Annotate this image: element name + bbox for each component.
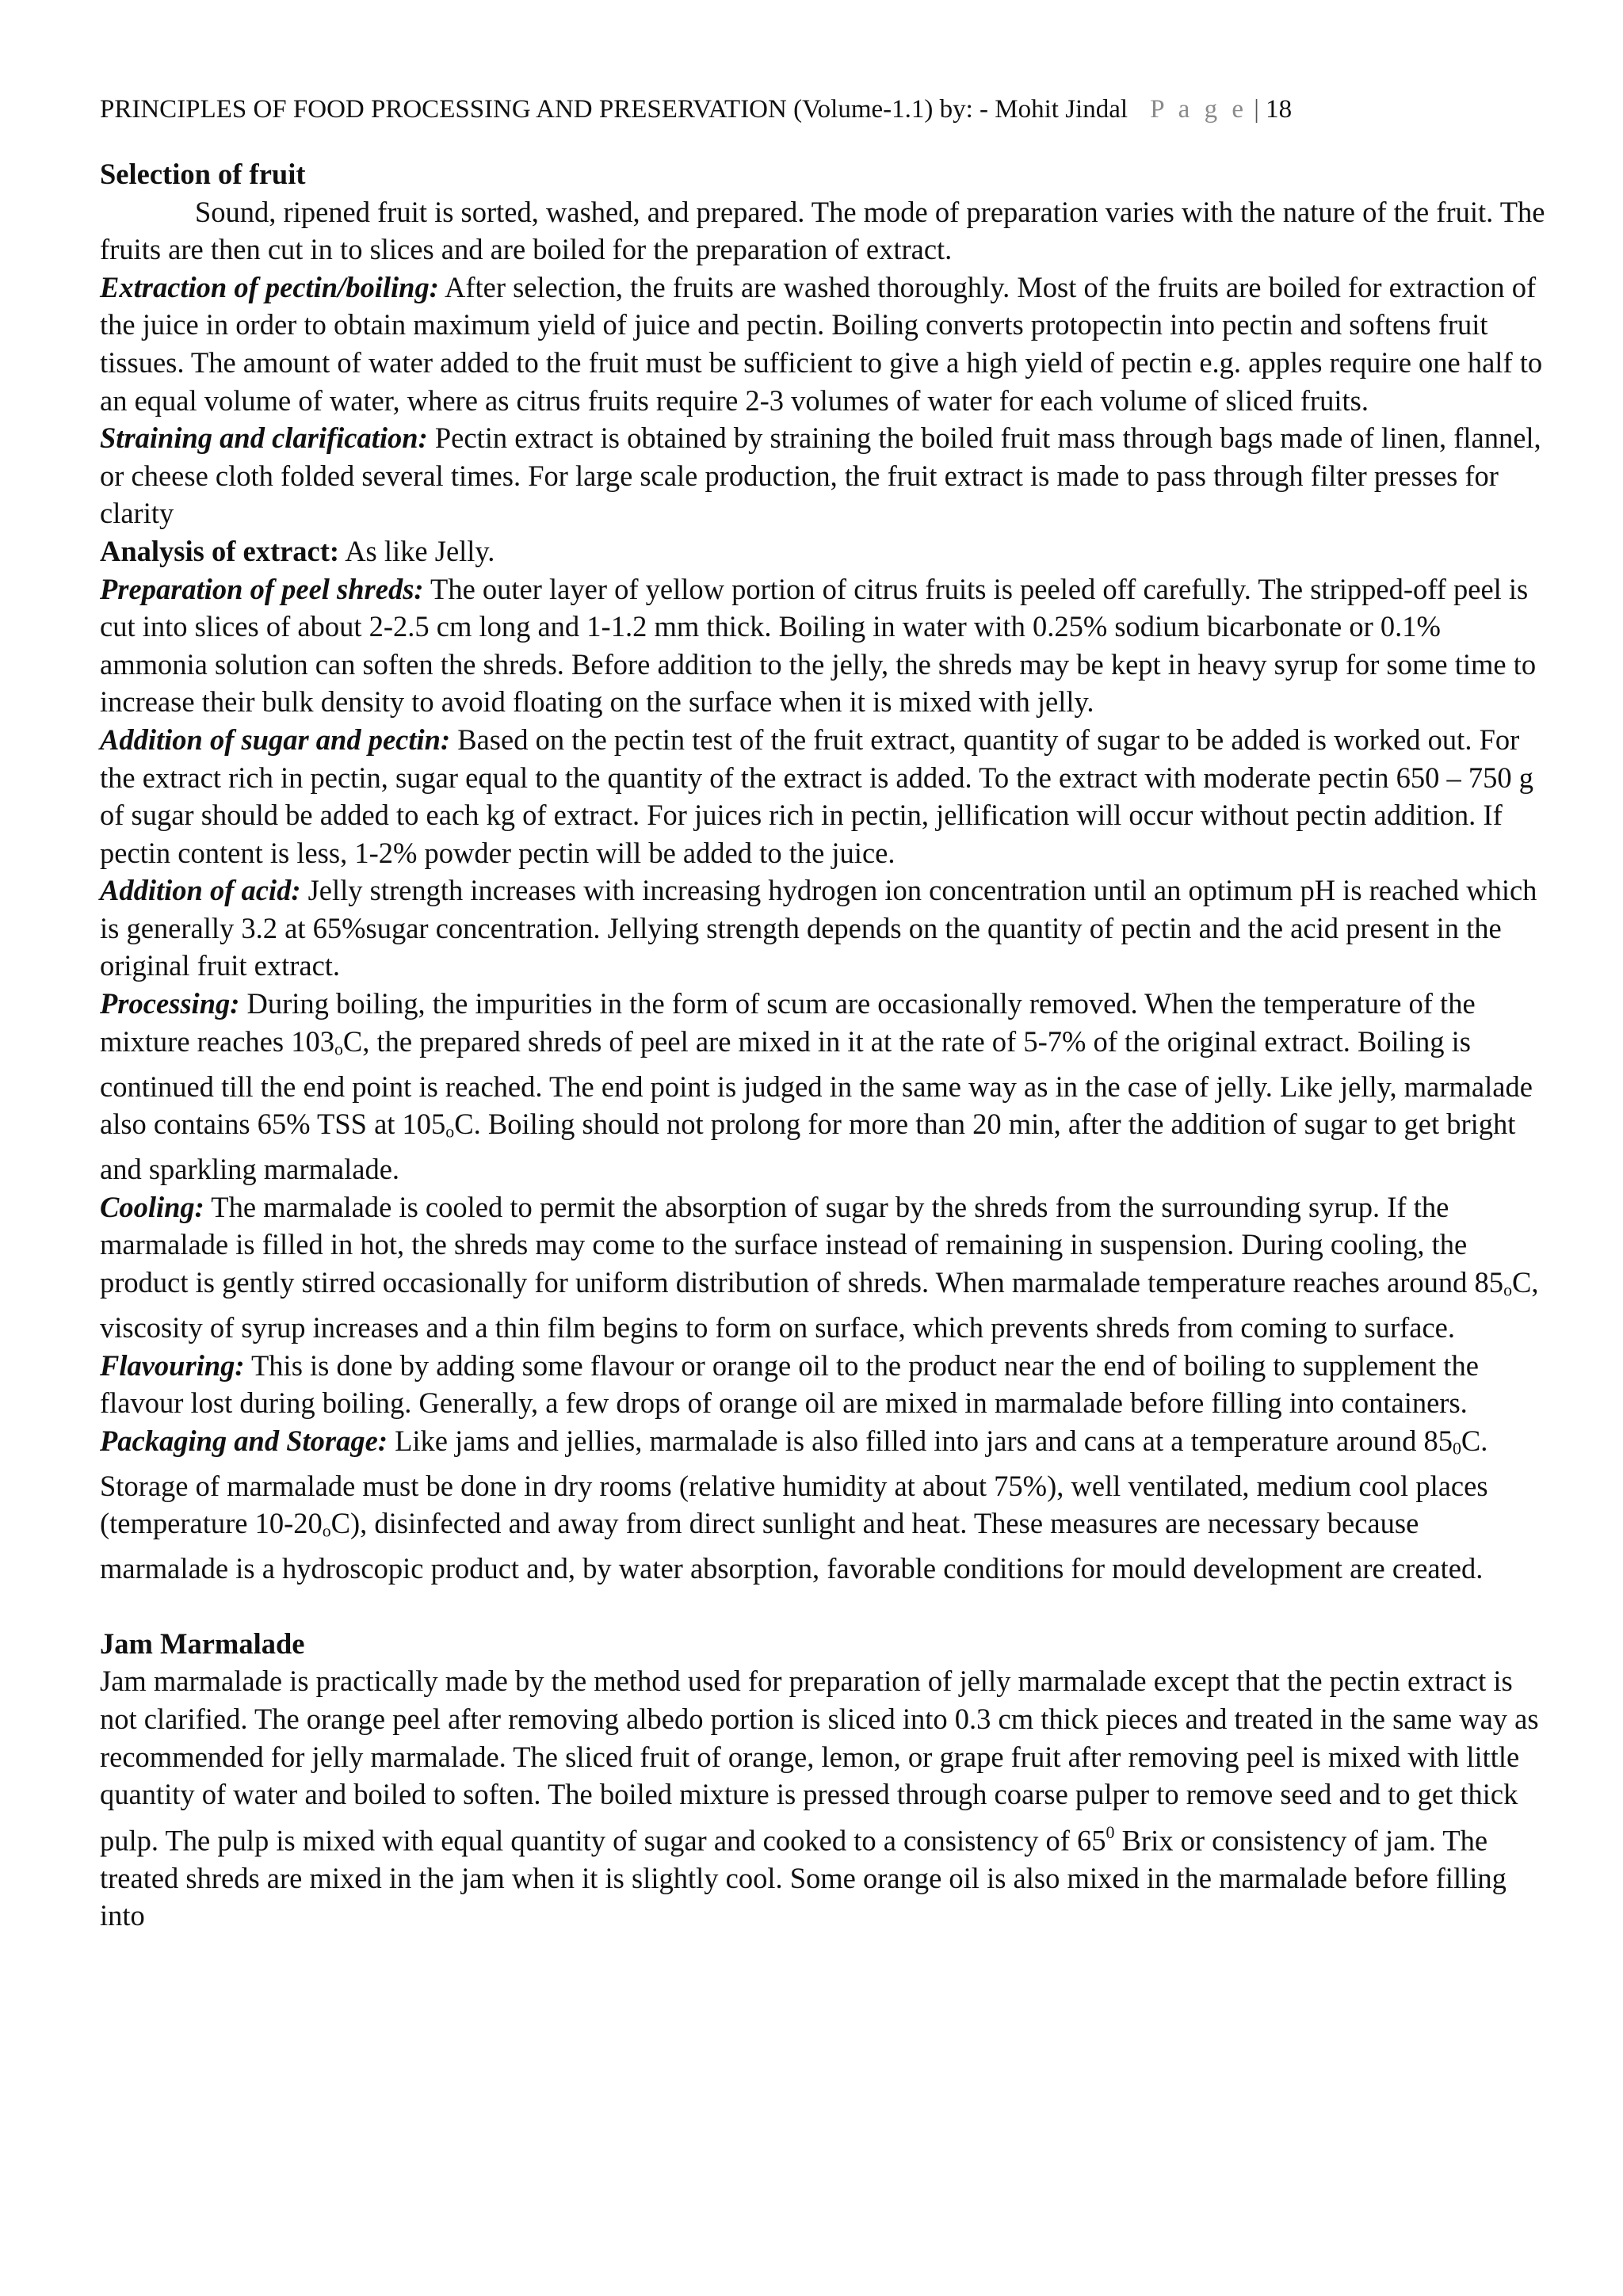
body-peel-shreds: The outer layer of yellow portion of citrus fruits is peeled off carefully. The stripped-off peel is cut into slices of about 2-2.5 cm long and 1-1.2 mm thick. Boiling in water with 0.25% sodium bicarbonate or 0.1% ammonia solution can soften the shreds. Before addition to the jelly, the shreds may be kept in heavy syrup for some time to increase their bulk density to avoid floating on the surface when it is mixed with jelly.: [100, 572, 1537, 719]
paragraph-cooling: [100, 1188, 1550, 1347]
body-jam-1: Jam marmalade is practically made by the method used for preparation of jelly marmalade except that the pectin extract is not clarified. The orange peel after removing albedo portion is sliced into 0.3 cm thick pieces and treated in the same way as recommended for jelly marmalade. The sliced fruit of orange, lemon, or grape fruit after removing peel is mixed with little quantity of water and boiled to soften. The boiled mixture is pressed through coarse pulper to remove seed and to get thick pulp. The pulp is mixed with equal quantity of sugar and cooked to a consistency of 65: [100, 1665, 1539, 1857]
lead-extraction: Extraction of pectin/boiling:: [100, 270, 439, 303]
paragraph-sugar-pectin: [100, 721, 1550, 871]
lead-cooling: Cooling:: [100, 1190, 204, 1223]
paragraph-packaging: [100, 1422, 1550, 1588]
body-flavouring: This is done by adding some flavour or orange oil to the product near the end of boiling to supplement the flavour lost during boiling. Generally, a few drops of orange oil are mixed in marmalade before filling into containers.: [100, 1348, 1479, 1420]
degree-marker: o: [1503, 1280, 1513, 1300]
lead-sugar-pectin: Addition of sugar and pectin:: [100, 723, 451, 756]
paragraph-acid: [100, 871, 1550, 985]
document-body: [100, 155, 1550, 1935]
paragraph-extraction: [100, 269, 1550, 419]
body-processing-1: During boiling, the impurities in the form of scum are occasionally removed. When the temperature of the mixture reaches 103: [100, 987, 1476, 1058]
lead-processing: Processing:: [100, 987, 240, 1020]
header-page-word: P a g e: [1150, 95, 1247, 124]
header-title: PRINCIPLES OF FOOD PROCESSING AND PRESERVATION (Volume-1.1) by: - Mohit Jindal: [100, 95, 1128, 124]
lead-flavouring: Flavouring:: [100, 1348, 245, 1382]
body-packaging-3: C), disinfected and away from direct sunlight and heat. These measures are necessary because marmalade is a hydroscopic product and, by water absorption, favorable conditions for mould development are created.: [100, 1507, 1484, 1585]
lead-packaging: Packaging and Storage:: [100, 1424, 388, 1457]
degree-marker: 0: [1106, 1821, 1115, 1842]
body-straining: Pectin extract is obtained by straining the boiled fruit mass through bags made of linen, flannel, or cheese cloth folded several times. For large scale production, the fruit extract is made to pass through filter presses for clarity: [100, 421, 1541, 530]
lead-analysis: Analysis of extract:: [100, 534, 340, 567]
body-cooling-2: C, viscosity of syrup increases and a thin film begins to form on surface, which prevents shreds from coming to surface.: [100, 1265, 1539, 1344]
paragraph-flavouring: [100, 1347, 1550, 1422]
document-page: [100, 93, 1550, 1935]
body-sugar-pectin: Based on the pectin test of the fruit extract, quantity of sugar to be added is worked out. For the extract rich in pectin, sugar equal to the quantity of the extract is added. To the extract with moderate pectin 650 – 750 g of sugar should be added to each kg of extract. For juices rich in pectin, jellification will occur without pectin addition. If pectin content is less, 1-2% powder pectin will be added to the juice.: [100, 723, 1534, 869]
header-separator: |: [1254, 95, 1259, 124]
lead-peel-shreds: Preparation of peel shreds:: [100, 572, 424, 605]
header-page-number: 18: [1266, 95, 1293, 124]
body-processing-2: C, the prepared shreds of peel are mixed in it at the rate of 5-7% of the original extract. Boiling is continued till the end point is reached. The end point is judged in the same way as in the case of jelly. Like jelly, marmalade also contains 65% TSS at 105: [100, 1024, 1533, 1141]
degree-marker: o: [322, 1520, 331, 1541]
body-analysis: As like Jelly.: [339, 534, 495, 567]
paragraph-jam-marmalade: [100, 1662, 1550, 1934]
section-spacer: [100, 1588, 1550, 1625]
body-extraction: After selection, the fruits are washed thoroughly. Most of the fruits are boiled for extraction of the juice in order to obtain maximum yield of juice and pectin. Boiling converts protopectin into pectin and softens fruit tissues. The amount of water added to the fruit must be sufficient to give a high yield of pectin e.g. apples require one half to an equal volume of water, where as citrus fruits require 2-3 volumes of water for each volume of sliced fruits.: [100, 270, 1543, 417]
paragraph-peel-shreds: [100, 570, 1550, 721]
body-acid: Jelly strength increases with increasing hydrogen ion concentration until an optimum pH is reached which is generally 3.2 at 65%sugar concentration. Jellying strength depends on the quantity of pectin and the acid present in the original fruit extract.: [100, 874, 1537, 982]
paragraph-selection: Sound, ripened fruit is sorted, washed, and prepared. The mode of preparation varies with the nature of the fruit. The fruits are then cut in to slices and are boiled for the preparation of extract.: [100, 195, 1545, 266]
paragraph-processing: [100, 985, 1550, 1188]
lead-straining: Straining and clarification:: [100, 421, 428, 455]
section-heading-selection: Selection of fruit: [100, 158, 306, 190]
paragraph-straining: [100, 419, 1550, 532]
body-packaging-2: C. Storage of marmalade must be done in dry rooms (relative humidity at about 75%), well ventilated, medium cool places (temperature 10-20: [100, 1424, 1488, 1540]
body-packaging-1: Like jams and jellies, marmalade is also filled into jars and cans at a temperature around 85: [388, 1424, 1453, 1457]
degree-marker: o: [334, 1039, 343, 1059]
degree-marker: o: [445, 1121, 455, 1142]
paragraph-analysis: [100, 532, 1550, 570]
body-processing-3: C. Boiling should not prolong for more than 20 min, after the addition of sugar to get bright and sparkling marmalade.: [100, 1108, 1516, 1186]
body-cooling-1: The marmalade is cooled to permit the absorption of sugar by the shreds from the surrounding syrup. If the marmalade is filled in hot, the shreds may come to the surface instead of remaining in suspension. During cooling, the product is gently stirred occasionally for uniform distribution of shreds. When marmalade temperature reaches around 85: [100, 1190, 1504, 1299]
lead-acid: Addition of acid:: [100, 874, 301, 907]
degree-marker: 0: [1452, 1438, 1461, 1459]
body-jam-2: Brix or consistency of jam. The treated shreds are mixed in the jam when it is slightly cool. Some orange oil is also mixed in the marmalade before filling into: [100, 1824, 1507, 1932]
page-header: [100, 93, 1550, 125]
section-heading-jam-marmalade: Jam Marmalade: [100, 1627, 305, 1660]
